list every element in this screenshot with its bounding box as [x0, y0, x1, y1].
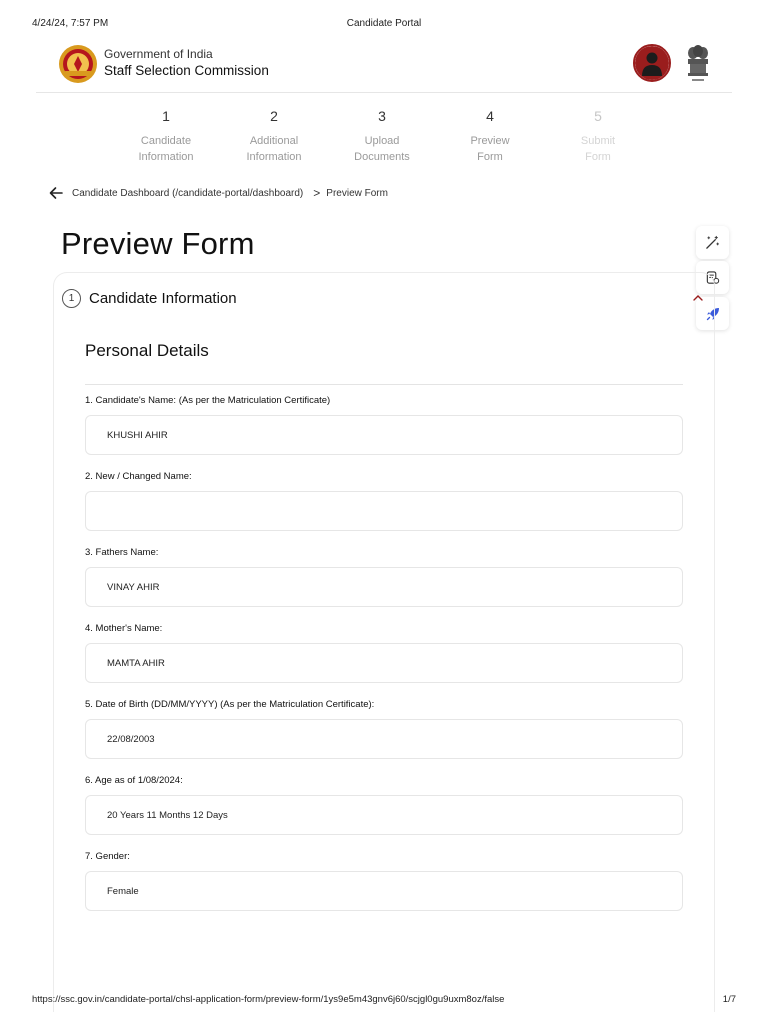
- print-title: Candidate Portal: [346, 18, 422, 29]
- step-5[interactable]: [544, 108, 652, 165]
- arrow-left-icon[interactable]: [48, 185, 64, 201]
- field-label: 2. New / Changed Name:: [85, 471, 192, 482]
- step-2[interactable]: [220, 108, 328, 165]
- field-value-box: MAMTA AHIR: [85, 643, 683, 683]
- organization-name: [104, 47, 269, 78]
- step-4[interactable]: [436, 108, 544, 165]
- step-label: Candidate Information: [138, 135, 194, 163]
- field-fathers-name: [85, 547, 683, 607]
- step-label: Additional Information: [246, 135, 302, 163]
- step-1[interactable]: [112, 108, 220, 165]
- step-number: 1: [162, 108, 170, 124]
- field-label: 5. Date of Birth (DD/MM/YYYY) (As per the Matriculation Certificate):: [85, 699, 375, 710]
- field-mothers-name: [85, 623, 683, 683]
- user-icon: [635, 46, 669, 80]
- field-value-box: VINAY AHIR: [85, 567, 683, 607]
- section-number: 1: [62, 289, 81, 308]
- print-date: 4/24/24, 7:57 PM: [32, 18, 109, 29]
- breadcrumb-link-dashboard[interactable]: Candidate Dashboard (/candidate-portal/dashboard): [72, 187, 304, 199]
- field-candidate-name: [85, 395, 683, 455]
- field-label: 1. Candidate's Name: (As per the Matriculation Certificate): [85, 395, 331, 406]
- org-line-2: Staff Selection Commission: [104, 63, 269, 78]
- user-avatar[interactable]: [633, 44, 671, 82]
- field-age: [85, 775, 683, 835]
- breadcrumb-separator: >: [313, 186, 321, 200]
- section-header[interactable]: [62, 289, 237, 308]
- field-changed-name: [85, 471, 683, 531]
- field-value-box: [85, 491, 683, 531]
- step-label: Preview Form: [470, 135, 510, 163]
- step-label: Submit Form: [580, 135, 616, 163]
- national-emblem-icon: [684, 43, 712, 85]
- field-value-box: KHUSHI AHIR: [85, 415, 683, 455]
- print-url: https://ssc.gov.in/candidate-portal/chsl-application-form/preview-form/1ys9e5m43gnv6j60/scjgl0gu9uxm8oz/false: [32, 994, 505, 1005]
- tool-button-magic[interactable]: [696, 226, 729, 259]
- divider: [85, 384, 683, 385]
- step-3[interactable]: [328, 108, 436, 165]
- print-footer: [32, 994, 736, 1008]
- step-number: 2: [270, 108, 278, 124]
- org-line-1: Government of India: [104, 47, 213, 61]
- breadcrumb: [48, 184, 388, 202]
- field-label: 3. Fathers Name:: [85, 547, 159, 558]
- breadcrumb-current: Preview Form: [326, 187, 388, 199]
- print-page-number: 1/7: [722, 994, 736, 1005]
- step-number: 4: [486, 108, 494, 124]
- field-value-box: 20 Years 11 Months 12 Days: [85, 795, 683, 835]
- field-date-of-birth: [85, 699, 683, 759]
- field-label: 6. Age as of 1/08/2024:: [85, 775, 183, 786]
- step-number: 3: [378, 108, 386, 124]
- magic-wand-icon: [705, 235, 720, 250]
- field-gender: [85, 851, 683, 911]
- field-label: 4. Mother's Name:: [85, 623, 163, 634]
- step-number: 5: [594, 108, 602, 124]
- step-label: Upload Documents: [354, 135, 410, 163]
- field-label: 7. Gender:: [85, 851, 130, 862]
- site-header: [36, 40, 732, 93]
- field-value-box: Female: [85, 871, 683, 911]
- print-header: [32, 18, 736, 32]
- chevron-up-icon[interactable]: [692, 293, 704, 303]
- candidate-information-card: [53, 272, 715, 1012]
- page-title: Preview Form: [61, 226, 255, 261]
- form-stepper: [112, 108, 652, 168]
- ssc-logo-icon: [58, 44, 98, 84]
- section-title: Candidate Information: [89, 290, 237, 307]
- field-value-box: 22/08/2003: [85, 719, 683, 759]
- subsection-title: Personal Details: [85, 341, 209, 360]
